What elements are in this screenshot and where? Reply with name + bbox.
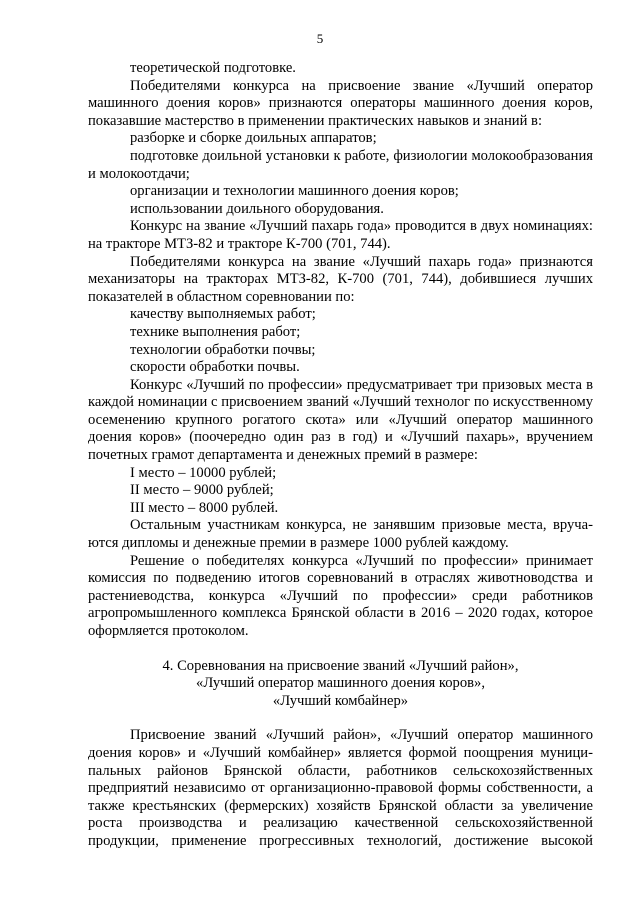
section-heading: 4. Соревнования на присвоение званий «Лучший район»,: [162, 657, 519, 674]
paragraph: Конкурс на звание «Лучший пахарь года» проводится в двух номинациях: на тракторе МТЗ-82 и тракторе К-700 (701, 744).: [88, 218, 593, 252]
section-heading: «Лучший комбайнер»: [272, 692, 409, 709]
list-item: качеству выполняемых работ;: [130, 306, 316, 323]
section-heading: «Лучший оператор машинного доения коров»,: [196, 675, 485, 692]
paragraph: Решение о победителях конкурса «Лучший по профессии» принимает комиссия по подведению итогов соревнований в отраслях животноводства и растениеводства, конкурса «Лучший по профессии» среди работников агропромышленного комплекса Брянской области в 2016 – 2020 годах, которое оформляется протоколом.: [88, 552, 593, 639]
prize-line: III место – 8000 рублей.: [130, 499, 279, 516]
list-item: скорости обработки почвы.: [130, 359, 300, 376]
list-item: разборке и сборке доильных аппаратов;: [130, 130, 377, 147]
list-item: подготовке доильной установки к работе, физиологии молокообразования и молокоотдачи;: [88, 147, 593, 182]
prize-line: I место – 10000 рублей;: [130, 464, 277, 481]
page-number: 5: [316, 31, 324, 46]
list-item: технике выполнения работ;: [130, 323, 301, 340]
paragraph: Победителями конкурса на звание «Лучший пахарь года» признаются механизаторы на тракторах МТЗ-82, К-700 (701, 744), добившиеся лучших показателей в областном соревновании по:: [88, 253, 593, 305]
list-item: использовании доильного оборудования.: [130, 200, 384, 217]
paragraph: Конкурс «Лучший по профессии» предусматривает три призовых места в каждой номинации с присвоением званий «Лучший технолог по искусственному осеменению крупного рогатого скота» или «Лучший оператор машинного доения коров» (поочередно один раз в год) и «Лучший пахарь», вручением почетных грамот департамента и денежных премий в размере:: [88, 376, 593, 464]
paragraph: Победителями конкурса на присвоение звание «Лучший оператор машинного доения коров» признаются операторы машинного доения коров, показавшие мастерство в применении практических навыков и знаний в:: [88, 77, 593, 129]
list-item: организации и технологии машинного доения коров;: [130, 183, 459, 200]
paragraph: теоретической подготовке.: [130, 60, 296, 76]
prize-line: II место – 9000 рублей;: [130, 482, 274, 499]
paragraph: Присвоение званий «Лучший район», «Лучший оператор машинного доения коров» и «Лучший комбайнер» является формой поощрения муниципальных районов Брянской области, работников сельскохозяйственных предприятий независимо от организационно-правовой формы собственности, а также крестьянских (фермерских) хозяйств Брянской области за увеличение роста производства и реализацию качественной сельскохозяйственной продукции, применение прогрессивных технологий, достижение высокой: [88, 727, 593, 849]
list-item: технологии обработки почвы;: [130, 341, 316, 358]
paragraph: Остальным участникам конкурса, не занявшим призовые места, вручаются дипломы и денежные премии в размере 1000 рублей каждому.: [88, 517, 593, 552]
document-body: [88, 60, 593, 851]
